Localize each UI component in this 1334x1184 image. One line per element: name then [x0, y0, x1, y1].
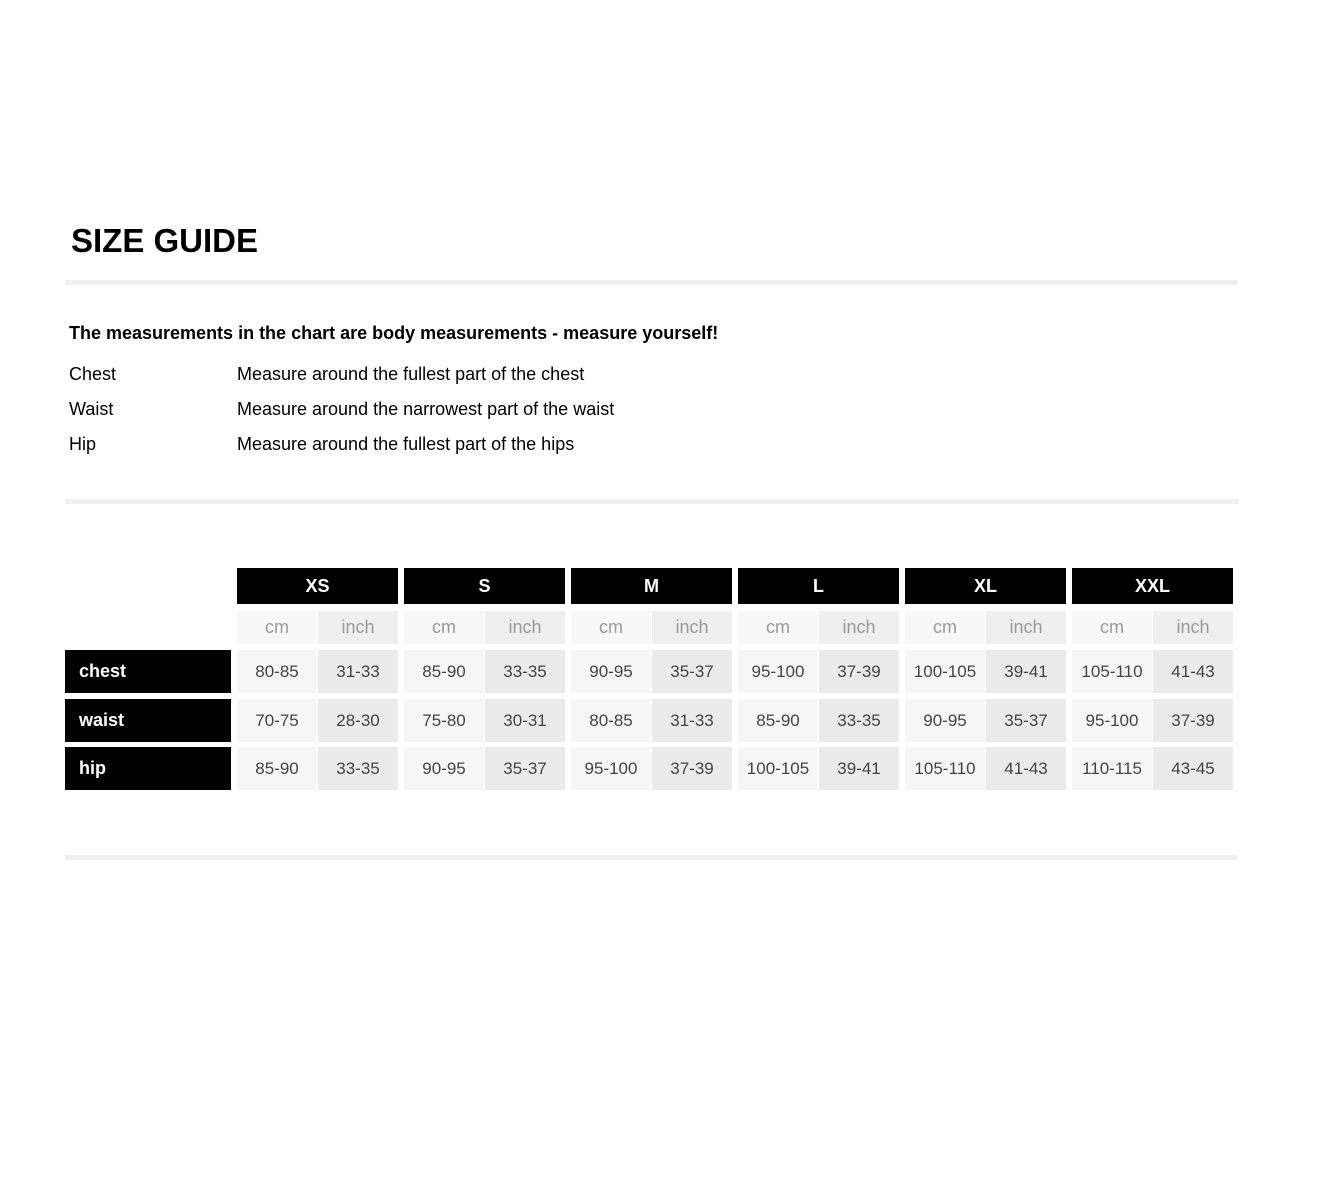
row-label-waist: waist	[65, 699, 231, 742]
unit-inch: inch	[485, 611, 565, 644]
table-cell: 30-31	[485, 699, 565, 742]
table-cell: 41-43	[986, 747, 1066, 790]
table-cell: 75-80	[404, 699, 484, 742]
unit-cm: cm	[905, 611, 985, 644]
table-cell: 31-33	[318, 650, 398, 693]
measurement-desc: Measure around the narrowest part of the waist	[237, 399, 615, 419]
unit-cm: cm	[571, 611, 651, 644]
unit-inch: inch	[318, 611, 398, 644]
table-cell: 100-105	[905, 650, 985, 693]
size-header-m: M	[571, 568, 732, 604]
table-cell: 31-33	[652, 699, 732, 742]
table-cell: 33-35	[819, 699, 899, 742]
table-cell: 39-41	[986, 650, 1066, 693]
table-cell: 105-110	[1072, 650, 1152, 693]
table-cell: 37-39	[819, 650, 899, 693]
table-cell: 80-85	[571, 699, 651, 742]
unit-inch: inch	[652, 611, 732, 644]
table-cell: 41-43	[1153, 650, 1233, 693]
table-cell: 43-45	[1153, 747, 1233, 790]
row-label-hip: hip	[65, 747, 231, 790]
divider-bottom	[65, 855, 1237, 860]
table-cell: 90-95	[404, 747, 484, 790]
size-header-xxl: XXL	[1072, 568, 1233, 604]
unit-inch: inch	[1153, 611, 1233, 644]
table-cell: 90-95	[571, 650, 651, 693]
size-header-l: L	[738, 568, 899, 604]
table-cell: 35-37	[652, 650, 732, 693]
unit-cm: cm	[404, 611, 484, 644]
unit-cm: cm	[237, 611, 317, 644]
table-cell: 105-110	[905, 747, 985, 790]
divider-middle	[65, 499, 1239, 504]
table-cell: 35-37	[485, 747, 565, 790]
intro-text: The measurements in the chart are body measurements - measure yourself!	[69, 323, 719, 343]
table-cell: 37-39	[652, 747, 732, 790]
table-cell: 100-105	[738, 747, 818, 790]
size-header-xl: XL	[905, 568, 1066, 604]
table-cell: 110-115	[1072, 747, 1152, 790]
measurement-desc: Measure around the fullest part of the chest	[237, 364, 585, 384]
table-cell: 90-95	[905, 699, 985, 742]
page-title: SIZE GUIDE	[71, 222, 259, 259]
table-cell: 85-90	[404, 650, 484, 693]
unit-inch: inch	[819, 611, 899, 644]
measurement-name: Chest	[69, 364, 117, 384]
unit-cm: cm	[1072, 611, 1152, 644]
table-cell: 95-100	[571, 747, 651, 790]
table-cell: 33-35	[485, 650, 565, 693]
size-header-s: S	[404, 568, 565, 604]
table-cell: 95-100	[738, 650, 818, 693]
unit-cm: cm	[738, 611, 818, 644]
divider-top	[65, 280, 1237, 285]
unit-inch: inch	[986, 611, 1066, 644]
table-cell: 85-90	[237, 747, 317, 790]
row-label-chest: chest	[65, 650, 231, 693]
table-cell: 35-37	[986, 699, 1066, 742]
table-cell: 95-100	[1072, 699, 1152, 742]
measurement-desc: Measure around the fullest part of the hips	[237, 434, 575, 454]
table-cell: 37-39	[1153, 699, 1233, 742]
size-header-xs: XS	[237, 568, 398, 604]
table-cell: 28-30	[318, 699, 398, 742]
table-cell: 70-75	[237, 699, 317, 742]
table-cell: 33-35	[318, 747, 398, 790]
measurement-name: Hip	[69, 434, 97, 454]
table-cell: 85-90	[738, 699, 818, 742]
table-cell: 39-41	[819, 747, 899, 790]
measurement-name: Waist	[69, 399, 114, 419]
table-cell: 80-85	[237, 650, 317, 693]
